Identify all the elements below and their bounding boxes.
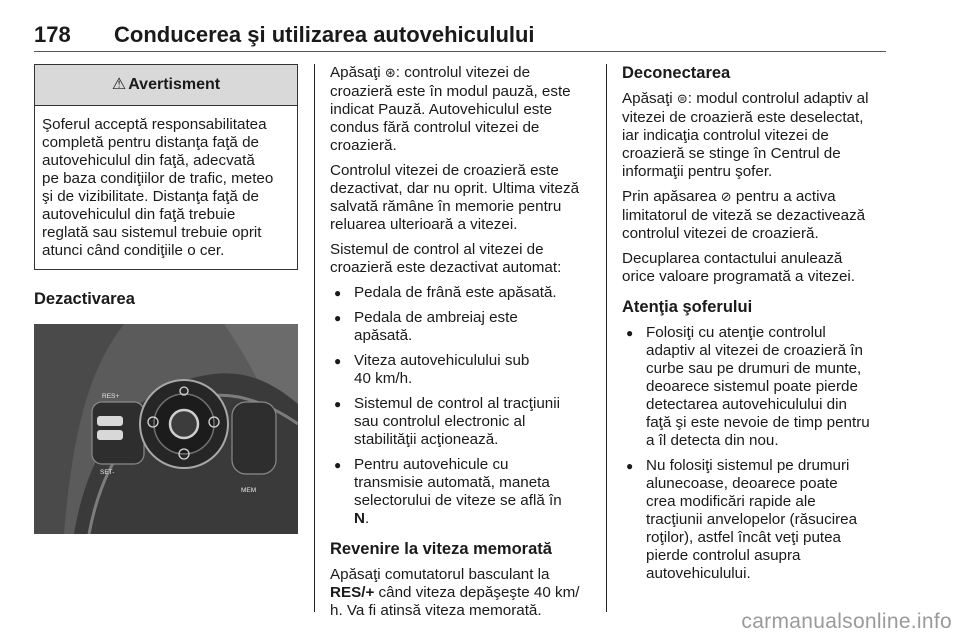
list-item: ● Pedala de ambreiaj este apăsată. — [330, 309, 598, 345]
warning-icon: ⚠ — [111, 76, 127, 93]
set-label: SET- — [100, 469, 115, 476]
column-left — [34, 64, 298, 534]
header-rule — [34, 51, 886, 52]
warning-header — [35, 65, 297, 106]
paragraph: Decuplarea contactului anulează orice valoare programată a vitezei. — [622, 250, 855, 285]
res-label: RES+ — [102, 393, 120, 400]
text-line: şi de vizibilitate. Distanţa faţă de — [42, 188, 259, 205]
section-heading-deconectarea: Deconectarea — [622, 64, 731, 82]
column-divider — [314, 64, 315, 612]
cruise-pause-icon: ⊛ — [384, 66, 396, 81]
page-header — [34, 22, 886, 52]
list-item: ● Folosiţi cu atenţie controlul adaptiv al vitezei de croazieră în curbe sau pe drumuri de munte, deoarece sistemul poate pierde detectarea autovehiculului din faţă şi este nevoie de timp pentru a îl detecta din nou. — [622, 324, 890, 450]
list-item: ● Nu folosiţi sistemul pe drumuri alunecoase, deoarece poate crea modificări rapide ale tracţiunii anvelopelor (răsucirea roţilor), astfel încât veţi putea pierde controlul asupra autovehiculului. — [622, 457, 890, 583]
paragraph: Sistemul de control al vitezei de croazieră este dezactivat automat: — [330, 241, 562, 276]
bullet-list — [622, 324, 890, 583]
paragraph: Apăsaţi comutatorul basculant la RES/+ când viteza depăşeşte 40 km/ h. Va fi atinsă viteza memorată. — [330, 566, 580, 619]
paragraph: Apăsaţi ⊜: modul controlul adaptiv al vitezei de croazieră este deselectat, iar indicaţia controlul vitezei de croazieră se stinge în Centrul de informaţii pentru şofer. — [622, 90, 869, 180]
text-line: reglată sau sistemul trebuie oprit — [42, 224, 262, 241]
warning-text — [35, 106, 297, 269]
adaptive-cruise-icon: ⊜ — [676, 92, 688, 107]
column-divider — [606, 64, 607, 612]
warning-box — [34, 64, 298, 270]
column-right — [622, 64, 890, 590]
section-heading-dezactivarea: Dezactivarea — [34, 290, 135, 308]
list-item: ● Pentru autovehicule cu transmisie automată, maneta selectorului de viteze se află în N. — [330, 456, 598, 528]
section-heading-atentia: Atenţia şoferului — [622, 298, 753, 316]
bullet-list — [330, 284, 598, 528]
list-item: ● Pedala de frână este apăsată. — [330, 284, 598, 302]
page-number: 178 — [34, 22, 71, 47]
page-title: Conducerea şi utilizarea autovehiculului — [114, 22, 535, 47]
paragraph: Apăsaţi ⊛: controlul vitezei de croazieră este în modul pauză, este indicat Pauză. Autovehiculul este condus fără controlul vitezei de croazieră. — [330, 64, 571, 154]
list-item: ● Viteza autovehiculului sub 40 km/h. — [330, 352, 598, 388]
text-line: completă pentru distanţa faţă de — [42, 134, 259, 151]
mem-label: MEM — [241, 487, 257, 494]
warning-title: Avertisment — [128, 76, 221, 93]
text-line: autovehiculul din faţă, adecvată — [42, 152, 255, 169]
section-heading-revenire: Revenire la viteza memorată — [330, 540, 552, 558]
steering-wheel-controls-image — [34, 324, 298, 534]
list-item: ● Sistemul de control al tracţiunii sau controlul electronic al stabilităţii acţionează. — [330, 395, 598, 449]
paragraph: Controlul vitezei de croazieră este dezactivat, dar nu oprit. Ultima viteză salvată rămâne în memorie pentru reluarea ulterioară a vitezei. — [330, 162, 580, 233]
text-line: Şoferul acceptă responsabilitatea — [42, 116, 267, 133]
paragraph: Prin apăsarea ⊘ pentru a activa limitatorul de viteză se dezactivează controlul vitezei de croazieră. — [622, 188, 866, 242]
text-line: pe baza condiţiilor de trafic, meteo — [42, 170, 274, 187]
column-middle — [330, 64, 598, 627]
speed-limiter-icon: ⊘ — [720, 190, 732, 205]
watermark: carmanualsonline.info — [741, 610, 952, 633]
text-line: autovehiculul din faţă trebuie — [42, 206, 236, 223]
text-line: atunci când condiţiile o cer. — [42, 242, 225, 259]
